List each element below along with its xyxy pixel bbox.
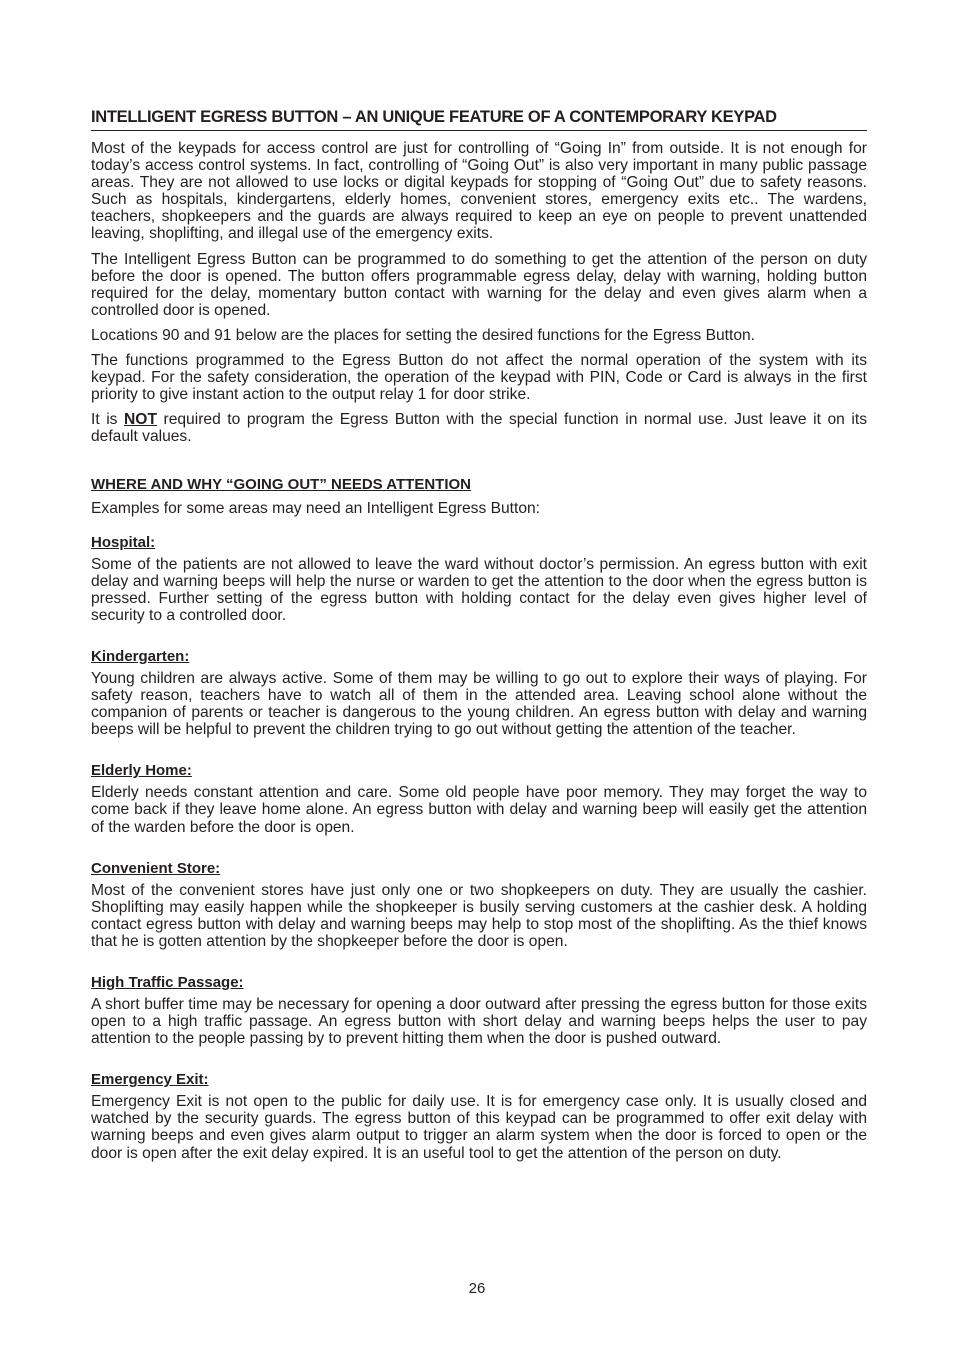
area-text-kindergarten: Young children are always active. Some of them may be willing to go out to explore their ways of playing. For safety reason, teachers have to watch all of them in the attended area. Leaving school alone without the companion of parents or teacher is dangerous to the young children. An egress button with delay and warning beeps will be helpful to prevent the children trying to go out without getting the attention of the teacher. (91, 669, 867, 739)
area-text-elderly-home: Elderly needs constant attention and care. Some old people have poor memory. They may forget the way to come back if they leave home alone. An egress button with delay and warning beep will easily get the attention of the warden before the door is open. (91, 784, 867, 836)
page-number: 26 (468, 1280, 486, 1297)
area-text-convenient-store: Most of the convenient stores have just only one or two shopkeepers on duty. They are usually the cashier. Shoplifting may easily happen while the shopkeeper is busily serving customers at the cashier desk. A holding contact egress button with delay and warning beeps may help to stop most of the shoplifting. As the thief knows that he is gotten attention by the shopkeeper before the door is open. (91, 881, 867, 950)
area-heading-hospital: Hospital: (91, 533, 156, 551)
page-title: INTELLIGENT EGRESS BUTTON – AN UNIQUE FEATURE OF A CONTEMPORARY KEYPAD (91, 107, 867, 131)
area-heading-elderly-home: Elderly Home: (91, 762, 192, 780)
area-heading-emergency-exit: Emergency Exit: (91, 1071, 209, 1089)
intro-paragraph: Locations 90 and 91 below are the places for setting the desired functions for the Egress Button. (91, 326, 756, 344)
area-heading-kindergarten: Kindergarten: (91, 647, 190, 665)
area-text-high-traffic-passage: A short buffer time may be necessary for opening a door outward after pressing the egress button for those exits open to a high traffic passage. An egress button with short delay and warning beeps helps the user to pay attention to the people passing by to prevent hitting them when the door is pushed outward. (91, 996, 867, 1048)
intro-paragraph: The functions programmed to the Egress Button do not affect the normal operation of the system with its keypad. For the safety consideration, the operation of the keypad with PIN, Code or Card is always in the first priority to give instant action to the output relay 1 for door strike. (91, 352, 867, 404)
page-content (91, 107, 867, 1162)
intro-paragraph: Most of the keypads for access control are just for controlling of “Going In” from outside. It is not enough for today’s access control systems. In fact, controlling of “Going Out” is also very important in many public passage areas. They are not allowed to use locks or digital keypads for stopping of “Going Out” due to safety reasons. Such as hospitals, kindergartens, elderly homes, convenient stores, emergency exits etc.. The wardens, teachers, shopkeepers and the guards are always required to keep an eye on people to prevent unattended leaving, shoplifting, and illegal use of the emergency exits. (91, 140, 867, 243)
area-heading-convenient-store: Convenient Store: (91, 859, 221, 877)
note-paragraph (91, 411, 867, 445)
intro-paragraph: The Intelligent Egress Button can be programmed to do something to get the attention of the person on duty before the door is opened. The button offers programmable egress delay, delay with warning, holding button required for the delay, momentary button contact with warning for the delay and even gives alarm when a controlled door is opened. (91, 250, 867, 319)
note-emphasis: NOT (124, 411, 157, 429)
section-intro: Examples for some areas may need an Intelligent Egress Button: (91, 499, 540, 517)
area-heading-high-traffic-passage: High Traffic Passage: (91, 974, 244, 991)
area-text-emergency-exit: Emergency Exit is not open to the public for daily use. It is for emergency case only. It is usually closed and watched by the security guards. The egress button of this keypad can be programmed to offer exit delay with warning beeps and even gives alarm output to trigger an alarm system when the door is forced to open or the door is open after the exit delay expired. It is an useful tool to get the attention of the person on duty. (91, 1093, 867, 1162)
section-heading: WHERE AND WHY “GOING OUT” NEEDS ATTENTION (91, 475, 472, 493)
note-text-before: It is (91, 411, 125, 429)
area-text-hospital: Some of the patients are not allowed to leave the ward without doctor’s permission. An egress button with exit delay and warning beeps will help the nurse or warden to get the attention to the door when the egress button is pressed. Further setting of the egress button with holding contact for the delay even gives higher level of security to a controlled door. (91, 555, 867, 624)
note-text-after: required to program the Egress Button with the special function in normal use. Just leave it on its default values. (91, 411, 868, 446)
